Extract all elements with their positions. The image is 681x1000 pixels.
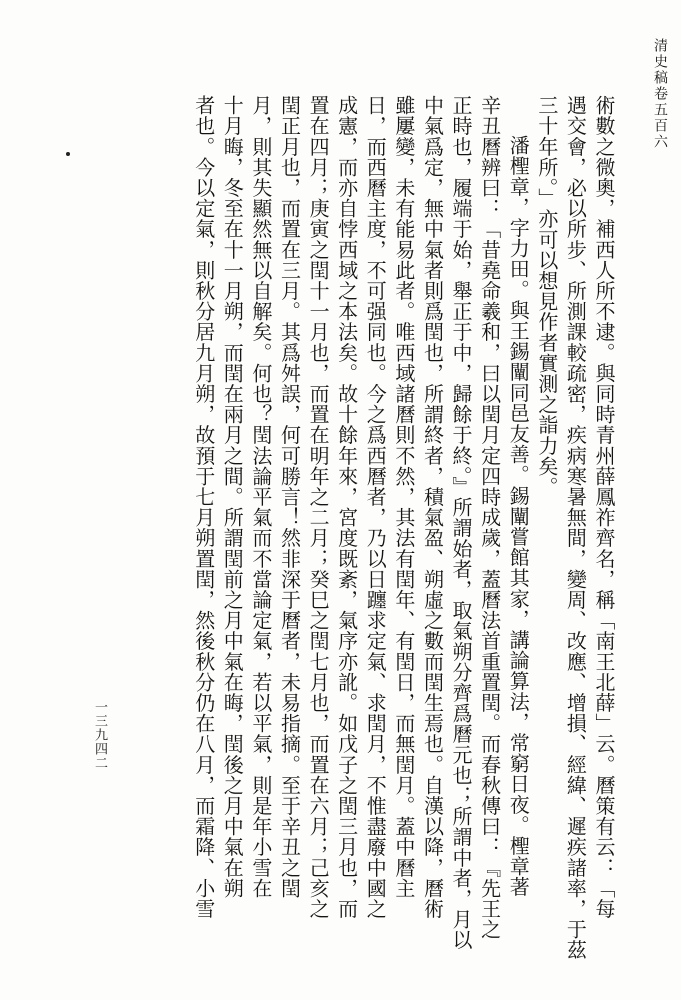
text-column: 者也。今以定氣，則秋分居九月朔，故預于七月朔置閏，然後秋分仍在八月，而霜降、小雪 (191, 95, 216, 919)
text-column: 成憲，而亦自悖西域之本法矣。故十餘年來，宮度既紊，氣序亦訛。如戊子之閏三月也，而 (334, 95, 359, 919)
text-column: 十月晦，冬至在十一月朔，而閏在兩月之間。所謂閏前之月中氣在晦，閏後之月中氣在朔 (220, 95, 245, 899)
text-column: 月，則其失顯然無以自解矣。何也？閏法論平氣而不當論定氣，若以平氣，則是年小雪在 (248, 95, 273, 899)
margin-mark (66, 152, 70, 156)
text-column: 正時也，履端于始，舉正于中，歸餘于終。』所謂始者，取氣朔分齊爲曆元也；所謂中者，月以 (449, 95, 474, 951)
paragraph-start-column: 潘檉章，字力田。與王錫闡同邑友善。錫闡嘗館其家，講論算法，常窮日夜。檉章著 (506, 135, 531, 898)
text-column: 術數之微奧，補西人所不逮。與同時青州薛鳳祚齊名，稱「南王北薛」云。曆策有云：「每 (592, 95, 616, 919)
text-column: 中氣爲定，無中氣者則爲閏也，所謂終者，積氣盈、朔虛之數而閏生焉也。自漢以降，曆術 (420, 95, 445, 919)
text-column: 日，而西曆主度，不可强同也。今之爲西曆者，乃以日躔求定氣、求閏月，不惟盡廢中國之 (363, 95, 388, 919)
text-column: 閏正月也，而置在三月。其爲舛誤，何可勝言！然非深于曆者，未易指摘。至于辛丑之閏 (277, 95, 302, 899)
text-column: 置在四月；庚寅之閏十一月也，而置在明年之二月；癸巳之閏七月也，而置在六月；己亥之 (306, 95, 331, 919)
text-column: 三十年所。」亦可以想見作者實測之詣力矣。 (534, 95, 559, 497)
book-title-header: 清史稿卷五百六 (652, 38, 668, 150)
text-column: 雖屢變，未有能易此者。唯西域諸曆則不然，其法有閏年、有閏日，而無閏月。蓋中曆主 (391, 95, 416, 899)
page-number: 一三九四二 (92, 700, 107, 770)
body-text (80, 95, 618, 975)
text-column: 遇交會，必以所步、所測課較疏密，疾病寒暑無間，變周、改應、增損、經緯、遲疾諸率，于茲 (563, 95, 588, 961)
text-column: 辛丑曆辨曰：「昔堯命羲和，曰以閏月定四時成歲，蓋曆法首重置閏。而春秋傳曰：『先王之 (477, 95, 502, 940)
